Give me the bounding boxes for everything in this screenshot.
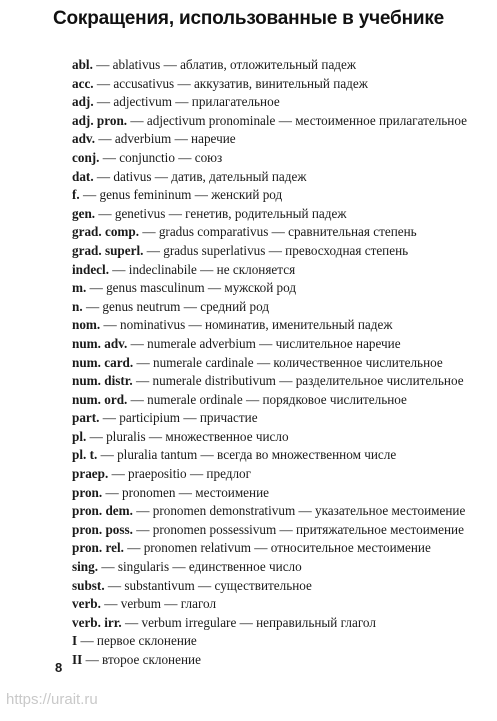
abbreviation-definition: — numerale adverbium — числительное наречие xyxy=(127,335,401,351)
abbreviation-definition: — numerale cardinale — количественное числительное xyxy=(133,354,443,370)
abbreviation-definition: — numerale ordinale — порядковое числительное xyxy=(127,391,407,407)
abbreviation-entry xyxy=(55,428,487,447)
abbreviation-entry xyxy=(55,577,487,596)
abbreviation-term: conj. xyxy=(72,149,100,165)
abbreviation-entry xyxy=(55,632,487,651)
abbreviation-entry xyxy=(55,56,487,75)
abbreviation-term: pron. rel. xyxy=(72,540,124,556)
abbreviation-entry xyxy=(55,261,487,280)
abbreviation-entry xyxy=(55,502,487,521)
abbreviation-term: verb. irr. xyxy=(72,614,122,630)
abbreviation-term: pl. t. xyxy=(72,447,98,463)
abbreviation-definition: — indeclinabile — не склоняется xyxy=(109,261,296,277)
page-number: 8 xyxy=(55,660,63,675)
abbreviation-entry xyxy=(55,595,487,614)
abbreviation-definition: — первое склонение xyxy=(77,633,197,649)
abbreviation-entry xyxy=(55,335,487,354)
abbreviation-definition: — conjunctio — союз xyxy=(99,149,223,165)
abbreviation-definition: — genus femininum — женский род xyxy=(79,187,283,203)
abbreviation-entry xyxy=(55,446,487,465)
page-title: Сокращения, использованные в учебнике xyxy=(52,8,445,29)
abbreviation-entry xyxy=(55,651,487,670)
abbreviation-definition: — adverbium — наречие xyxy=(95,131,236,147)
abbreviation-term: num. ord. xyxy=(72,391,128,407)
abbreviation-definition: — verbum irregulare — неправильный глагол xyxy=(121,614,376,630)
abbreviation-definition: — dativus — датив, дательный падеж xyxy=(93,168,307,184)
abbreviation-entry xyxy=(55,112,487,131)
abbreviation-term: sing. xyxy=(72,559,99,575)
abbreviation-entry xyxy=(55,130,487,149)
abbreviation-term: gen. xyxy=(72,205,96,221)
abbreviation-entry xyxy=(55,186,487,205)
abbreviation-definition: — pronomen — местоимение xyxy=(102,484,270,500)
abbreviation-term: num. distr. xyxy=(72,373,133,389)
abbreviation-definition: — gradus comparativus — сравнительная степень xyxy=(139,224,417,240)
watermark-link[interactable]: https://urait.ru xyxy=(6,691,98,708)
abbreviation-entry xyxy=(55,521,487,540)
abbreviation-term: f. xyxy=(72,187,80,203)
abbreviation-term: pron. xyxy=(72,484,103,500)
abbreviation-entry xyxy=(55,149,487,168)
abbreviation-term: pron. poss. xyxy=(72,521,133,537)
abbreviation-entry xyxy=(55,93,487,112)
abbreviation-term: II xyxy=(72,652,83,667)
abbreviation-definition: — participium — причастие xyxy=(99,410,258,426)
abbreviation-term: grad. superl. xyxy=(72,242,144,258)
abbreviation-term: num. card. xyxy=(72,354,134,370)
abbreviation-definition: — genetivus — генетив, родительный падеж xyxy=(95,205,347,221)
abbreviation-term: n. xyxy=(72,298,83,314)
abbreviation-definition: — pronomen relativum — относительное местоимение xyxy=(123,540,431,556)
abbreviation-entry xyxy=(55,465,487,484)
abbreviation-term: adj. xyxy=(72,94,94,110)
abbreviation-term: pron. dem. xyxy=(72,503,133,519)
abbreviation-entry xyxy=(55,75,487,94)
abbreviation-entry xyxy=(55,205,487,224)
abbreviation-entry xyxy=(55,614,487,633)
abbreviation-definition: — gradus superlativus — превосходная степень xyxy=(143,242,409,258)
abbreviation-term: indecl. xyxy=(72,261,109,277)
abbreviation-entry xyxy=(55,391,487,410)
abbreviation-definition: — pronomen demonstrativum — указательное местоимение xyxy=(132,503,466,519)
abbreviation-term: num. adv. xyxy=(72,335,128,351)
abbreviation-term: subst. xyxy=(72,577,105,593)
abbreviation-entry xyxy=(55,168,487,187)
abbreviation-definition: — singularis — единственное число xyxy=(98,559,302,575)
abbreviation-definition: — pluralis — множественное число xyxy=(86,428,289,444)
abbreviation-term: grad. comp. xyxy=(72,224,140,240)
abbreviation-definition: — genus masculinum — мужской род xyxy=(86,280,297,296)
abbreviation-term: acc. xyxy=(72,75,94,91)
abbreviation-term: adj. pron. xyxy=(72,112,128,128)
abbreviation-term: praep. xyxy=(72,466,109,482)
abbreviation-definition: — numerale distributivum — разделительное числительное xyxy=(132,373,464,389)
abbreviation-definition: — pluralia tantum — всегда во множественном числе xyxy=(97,447,397,463)
abbreviation-term: dat. xyxy=(72,168,94,184)
abbreviation-term: abl. xyxy=(72,57,93,72)
abbreviation-term: m. xyxy=(72,280,87,296)
abbreviation-entry xyxy=(55,539,487,558)
abbreviation-entry xyxy=(55,298,487,317)
abbreviation-entry xyxy=(55,558,487,577)
abbreviation-definition: — adjectivum — прилагательное xyxy=(93,94,280,110)
abbreviation-definition: — pronomen possessivum — притяжательное местоимение xyxy=(132,521,464,537)
abbreviation-term: verb. xyxy=(72,596,101,612)
abbreviation-entry xyxy=(55,223,487,242)
abbreviation-entry xyxy=(55,316,487,335)
abbreviation-definition: — nominativus — номинатив, именительный падеж xyxy=(100,317,393,333)
abbreviation-entry xyxy=(55,484,487,503)
abbreviation-definition: — praepositio — предлог xyxy=(108,466,252,482)
abbreviation-term: pl. xyxy=(72,428,87,444)
abbreviation-definition: — adjectivum pronominale — местоименное прилагательное xyxy=(127,112,467,128)
abbreviation-definition: — ablativus — аблатив, отложительный падеж xyxy=(92,57,356,72)
abbreviation-entry xyxy=(55,279,487,298)
abbreviation-definition: — второе склонение xyxy=(82,652,201,667)
abbreviation-term: part. xyxy=(72,410,100,426)
abbreviation-entry xyxy=(55,409,487,428)
abbreviation-entry xyxy=(55,354,487,373)
abbreviation-entry xyxy=(55,242,487,261)
abbreviation-entry xyxy=(55,372,487,391)
abbreviation-term: nom. xyxy=(72,317,101,333)
abbreviation-definition: — accusativus — аккузатив, винительный падеж xyxy=(93,75,368,91)
abbreviation-definition: — substantivum — существительное xyxy=(104,577,312,593)
abbreviation-term: adv. xyxy=(72,131,96,147)
abbreviation-definition: — genus neutrum — средний род xyxy=(82,298,270,314)
abbreviation-definition: — verbum — глагол xyxy=(100,596,217,612)
abbreviation-list xyxy=(55,56,487,670)
abbreviation-term: I xyxy=(72,633,78,649)
